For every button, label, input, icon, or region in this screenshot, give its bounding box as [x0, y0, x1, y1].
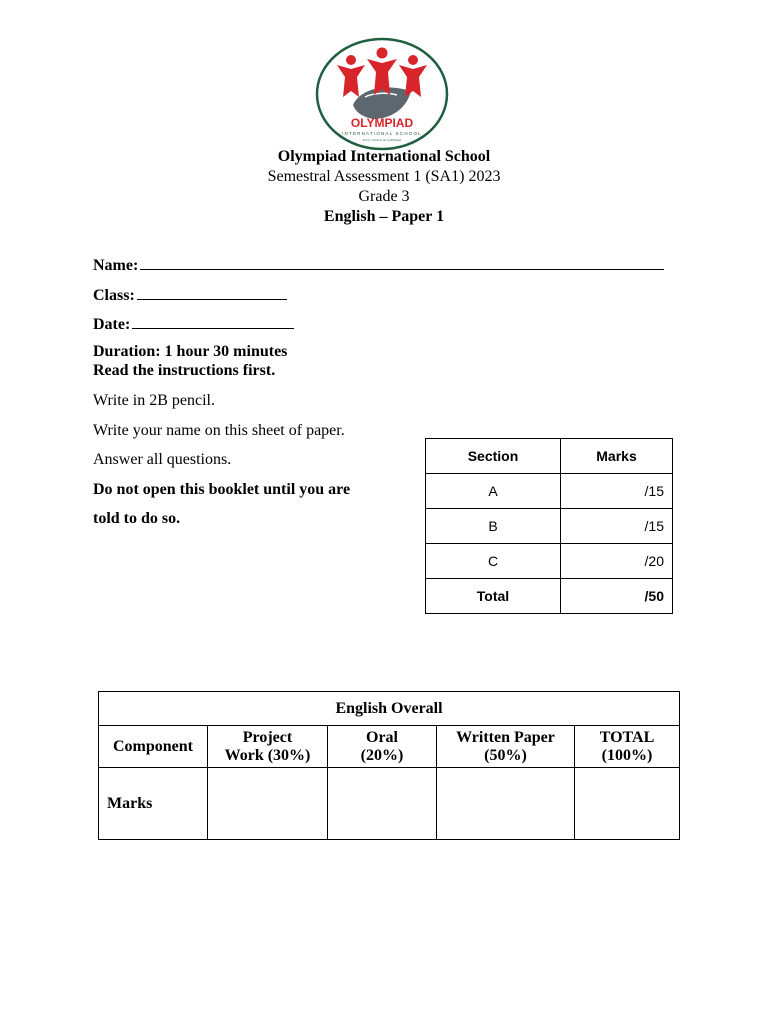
total-marks-cell[interactable]: /50 [561, 579, 673, 614]
class-line[interactable] [137, 285, 287, 300]
marks-cell[interactable]: /20 [561, 544, 673, 579]
marks-label: Marks [99, 768, 208, 840]
written-paper-header [437, 726, 575, 768]
total-label: Total [426, 579, 561, 614]
table-total-row [426, 579, 673, 614]
date-field[interactable] [93, 314, 294, 334]
project-work-header [208, 726, 328, 768]
section-marks-table [425, 438, 673, 614]
header-line: Work (30%) [224, 746, 311, 764]
section-cell: B [426, 509, 561, 544]
overall-title: English Overall [99, 692, 680, 726]
logo-tagline: Every child is an individual [362, 138, 402, 142]
header-line: Oral [366, 728, 398, 746]
header-line: (50%) [484, 746, 527, 764]
table-row [426, 474, 673, 509]
class-field[interactable] [93, 285, 287, 305]
pencil-instruction: Write in 2B pencil. [93, 392, 215, 409]
marks-cell[interactable]: /15 [561, 474, 673, 509]
write-name-instruction: Write your name on this sheet of paper. [93, 422, 345, 439]
header-line: (100%) [601, 746, 653, 764]
oral-marks-cell[interactable] [328, 768, 437, 840]
english-overall-table [98, 691, 680, 840]
oral-header [328, 726, 437, 768]
read-instructions-text: Read the instructions first. [93, 362, 276, 379]
header-line: Project [242, 728, 293, 746]
component-label: Component [99, 726, 208, 768]
total-header [575, 726, 680, 768]
written-paper-marks-cell[interactable] [437, 768, 575, 840]
overall-title-row [99, 692, 680, 726]
marks-row [99, 768, 680, 840]
grade-label: Grade 3 [358, 188, 410, 205]
answer-all-instruction: Answer all questions. [93, 451, 232, 468]
component-row [99, 726, 680, 768]
section-cell: A [426, 474, 561, 509]
header-line: Written Paper [456, 728, 555, 746]
marks-cell[interactable]: /15 [561, 509, 673, 544]
duration-text: Duration: 1 hour 30 minutes [93, 343, 288, 360]
logo-sub-text: INTERNATIONAL SCHOOL [342, 131, 422, 136]
table-row [426, 509, 673, 544]
date-line[interactable] [132, 314, 294, 329]
do-not-open-line1: Do not open this booklet until you are [93, 481, 351, 498]
section-cell: C [426, 544, 561, 579]
marks-header: Marks [561, 439, 673, 474]
class-label: Class: [93, 287, 135, 304]
name-label: Name: [93, 257, 139, 274]
name-line[interactable] [140, 255, 664, 270]
school-logo [315, 37, 449, 151]
assessment-title: Semestral Assessment 1 (SA1) 2023 [267, 168, 501, 185]
project-work-marks-cell[interactable] [208, 768, 328, 840]
do-not-open-line2: told to do so. [93, 510, 181, 527]
paper-title: English – Paper 1 [323, 208, 445, 225]
header-line: TOTAL [599, 728, 655, 746]
table-header-row [426, 439, 673, 474]
date-label: Date: [93, 316, 131, 333]
header-line: (20%) [360, 746, 404, 764]
total-marks-cell[interactable] [575, 768, 680, 840]
table-row [426, 544, 673, 579]
school-name: Olympiad International School [277, 148, 491, 165]
logo-brand-text: OLYMPIAD [350, 116, 414, 130]
section-header: Section [426, 439, 561, 474]
name-field[interactable] [93, 255, 664, 275]
